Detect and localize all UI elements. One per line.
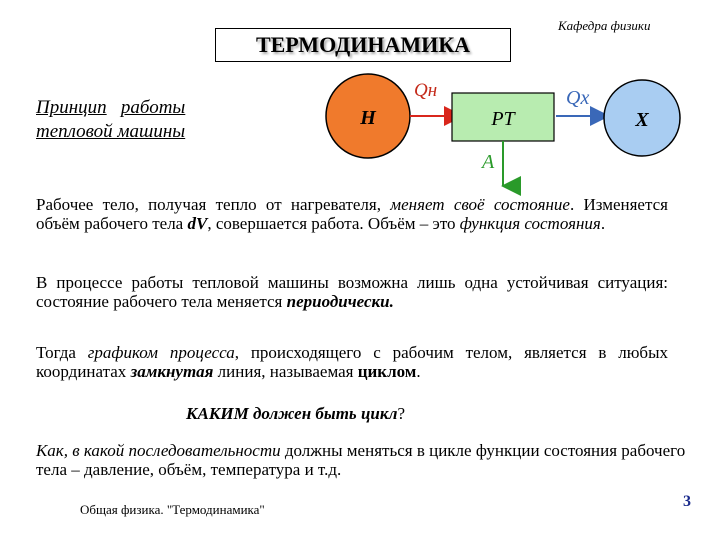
p5-t1: Как, в какой последовательности: [36, 441, 281, 460]
paragraph-cycle: [36, 343, 668, 381]
principle-line-2-text: тепловой машины: [36, 121, 186, 142]
q-t2: ?: [397, 404, 406, 423]
paragraph-sequence: [36, 441, 696, 479]
p1-t6: функция состояния: [459, 214, 601, 233]
p3-t6: циклом: [357, 362, 417, 381]
p2-t2-italic: периодически.: [286, 292, 394, 311]
cooler-label: Х: [635, 109, 649, 131]
p1-t4: dV: [187, 214, 208, 233]
heater-label: Н: [360, 107, 376, 129]
p3-t3: , происходящего с рабочим телом, является в любых координатах: [36, 343, 669, 381]
p1-t7: .: [600, 214, 606, 233]
heat-engine-diagram: [0, 0, 720, 200]
q-t1-italic: КАКИМ должен быть цикл: [186, 404, 398, 423]
qn-label: Qн: [414, 80, 438, 101]
principle-word-1: Принцип: [36, 97, 107, 118]
p2-t1: В процессе работы тепловой машины возможна лишь одна устойчивая ситуация: состояние рабочего тела меняется: [36, 273, 668, 311]
p3-t4-italic: замкнутая: [130, 362, 214, 381]
cycle-question: [186, 404, 405, 423]
p1-t1: Рабочее тело, получая тепло от нагревателя,: [36, 195, 391, 214]
qx-label: Qх: [566, 87, 590, 109]
p3-t7: .: [416, 362, 421, 381]
p3-t2: графиком процесса: [87, 343, 235, 362]
p1-t3: . Изменяется объём рабочего тела: [36, 195, 668, 233]
principle-word-2: работы: [120, 97, 186, 118]
p1-t5: , совершается работа. Объём – это: [207, 214, 460, 233]
p3-t4: [131, 362, 214, 381]
page-title: ТЕРМОДИНАМИКА: [215, 28, 511, 62]
p3-t5: линия, называемая: [213, 362, 358, 381]
p3-t1: Тогда: [36, 343, 88, 362]
working-body-label: РТ: [491, 108, 515, 130]
paragraph-periodic: [36, 273, 668, 311]
page-number: 3: [683, 493, 691, 510]
p1-t2: меняет своё состояние: [390, 195, 570, 214]
p2-t2: [287, 292, 394, 311]
paragraph-working-body: [36, 195, 668, 233]
footer-text: Общая физика. "Термодинамика": [80, 502, 265, 517]
q-t1: [186, 404, 398, 423]
work-label: A: [482, 151, 495, 173]
p5-t2: должны меняться в цикле функции состояния рабочего тела – давление, объём, температура и т.д.: [36, 441, 686, 479]
department-label: Кафедра физики: [558, 18, 651, 33]
